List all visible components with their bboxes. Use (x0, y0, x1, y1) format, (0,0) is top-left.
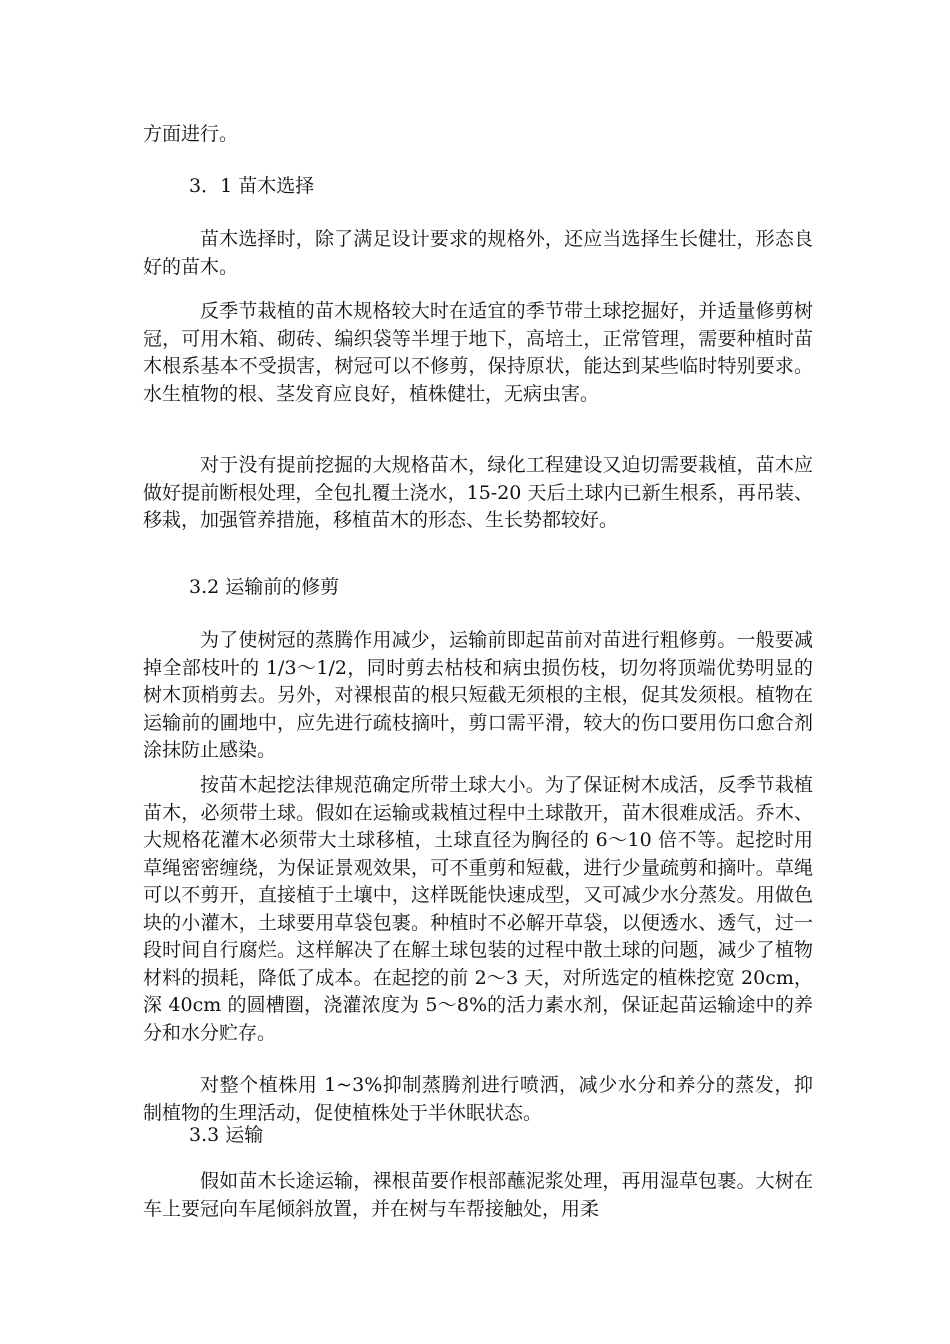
section-heading-3-3: 3.3 运输 (189, 1124, 264, 1146)
section-heading-3-2: 3.2 运输前的修剪 (189, 576, 340, 598)
paragraph-anti-transpirant: 对整个植株用 1~3%抑制蒸腾剂进行喷洒，减少水分和养分的蒸发，抑制植物的生理活动，促使植株处于半休眠状态。 (143, 1074, 813, 1124)
paragraph-root-ball-digging: 按苗木起挖法律规范确定所带土球大小。为了保证树木成活，反季节栽植苗木，必须带土球。假如在运输或栽植过程中土球散开，苗木很难成活。乔木、大规格花灌木必须带大土球移植，土球直径为胸径的 6～10 倍不等。起挖时用草绳密密缠绕，为保证景观效果，可不重剪和短截，进行少量疏剪和摘叶。草绳可以不剪开，直接植于土壤中，这样既能快速成型，又可减少水分蒸发。用做色块的小灌木，土球要用草袋包裹。种植时不必解开草袋，以便透水、透气，过一段时间自行腐烂。这样解决了在解土球包装的过程中散土球的问题，减少了植物材料的损耗，降低了成本。在起挖的前 2～3 天，对所选定的植株挖宽 20cm，深 40cm 的圆槽圈，浇灌浓度为 5～8%的活力素水剂，保证起苗运输途中的养分和水分贮存。 (143, 774, 813, 1044)
section-heading-3-1: 3．1 苗木选择 (189, 175, 315, 197)
paragraph-intro-continuation: 方面进行。 (143, 123, 239, 145)
paragraph-pruning-before-transport: 为了使树冠的蒸腾作用减少，运输前即起苗前对苗进行粗修剪。一般要减掉全部枝叶的 1/3～1/2，同时剪去枯枝和病虫损伤枝，切勿将顶端优势明显的树木顶梢剪去。另外，对裸根苗的根只短截无须根的主根，促其发须根。植物在运输前的圃地中，应先进行疏枝摘叶，剪口需平滑，较大的伤口要用伤口愈合剂涂抹防止感染。 (143, 629, 813, 761)
paragraph-seedling-selection: 苗木选择时，除了满足设计要求的规格外，还应当选择生长健壮，形态良好的苗木。 (143, 228, 813, 278)
paragraph-off-season-planting: 反季节栽植的苗木规格较大时在适宜的季节带土球挖掘好，并适量修剪树冠，可用木箱、砌砖、编织袋等半埋于地下，高培土，正常管理，需要种植时苗木根系基本不受损害，树冠可以不修剪，保持原状，能达到某些临时特别要求。水生植物的根、茎发育应良好，植株健壮，无病虫害。 (143, 300, 813, 405)
paragraph-root-pruning: 对于没有提前挖掘的大规格苗木，绿化工程建设又迫切需要栽植，苗木应做好提前断根处理，全包扎覆土浇水，15-20 天后土球内已新生根系，再吊装、移栽，加强管养措施，移植苗木的形态、生长势都较好。 (143, 454, 813, 531)
paragraph-transport: 假如苗木长途运输，裸根苗要作根部蘸泥浆处理，再用湿草包裹。大树在车上要冠向车尾倾斜放置，并在树与车帮接触处，用柔 (143, 1170, 813, 1220)
